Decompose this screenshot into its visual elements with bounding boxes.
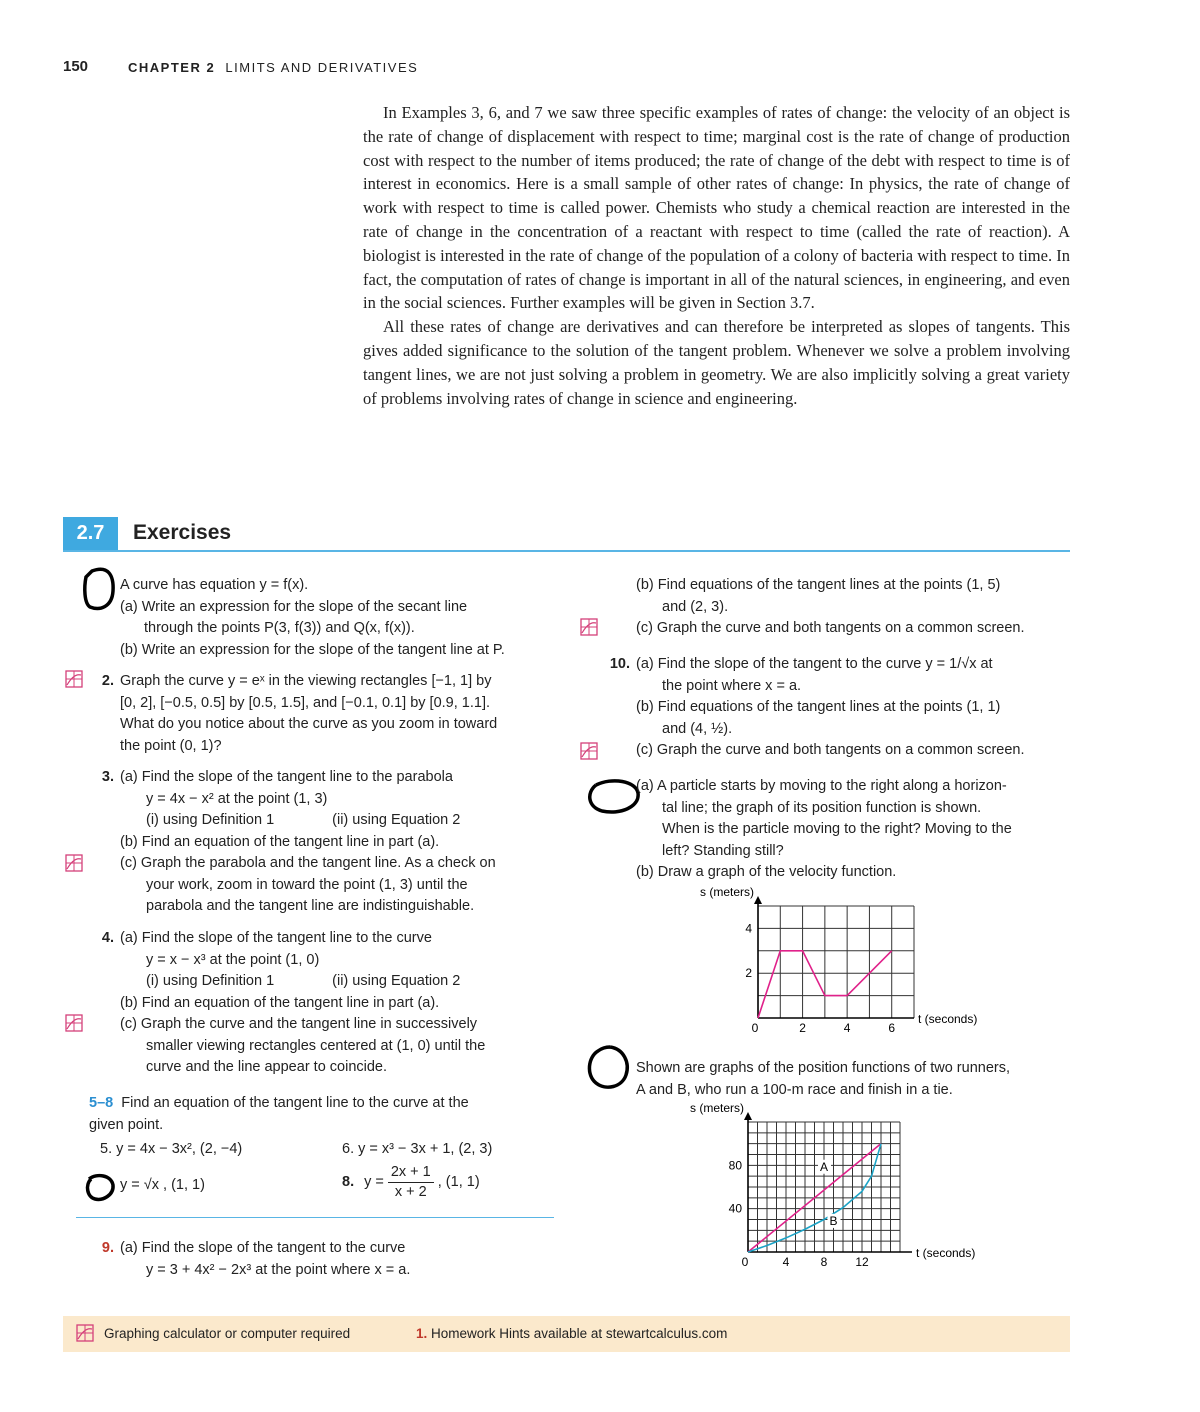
chapter-title: LIMITS AND DERIVATIVES xyxy=(225,60,419,75)
exercise-9-line: (c) Graph the curve and both tangents on a common screen. xyxy=(636,620,1025,636)
y-tick-label: 4 xyxy=(745,921,752,936)
exercise-10-line: and (4, ½). xyxy=(662,720,733,737)
hint-number: 1. xyxy=(416,1326,428,1341)
graphing-calculator-icon xyxy=(580,618,598,636)
y-tick-label: 40 xyxy=(728,1201,742,1216)
exercise-5-8-line: given point. xyxy=(89,1116,164,1133)
exercise-9-line: (b) Find equations of the tangent lines at the points (1, 5) xyxy=(636,577,1001,593)
exercise-9-line: and (2, 3). xyxy=(662,598,729,615)
footer-hint-note xyxy=(416,1326,727,1341)
exercise-1-line: (a) Write an expression for the slope of the secant line xyxy=(120,598,468,615)
exercise-2-line: the point (0, 1)? xyxy=(120,737,222,754)
exercise-5: 5. y = 4x − 3x², (2, −4) xyxy=(100,1141,243,1157)
exercise-number: 2. xyxy=(101,673,114,689)
x-tick-label: 4 xyxy=(843,1021,851,1035)
x-tick-label: 0 xyxy=(741,1255,749,1269)
exercise-6: 6. y = x³ − 3x + 1, (2, 3) xyxy=(342,1141,493,1157)
exercise-range: 5–8 xyxy=(89,1095,114,1111)
exercise-1-line: through the points P(3, f(3)) and Q(x, f(x)). xyxy=(144,620,415,636)
exercise-12-line: A and B, who run a 100-m race and finish in a tie. xyxy=(636,1081,953,1098)
exercise-1-line: A curve has equation y = f(x). xyxy=(120,577,309,593)
position-graph-chart xyxy=(680,885,1000,1040)
exercise-3-line: parabola and the tangent line are indistinguishable. xyxy=(146,898,475,914)
series-label: A xyxy=(819,1159,829,1174)
chapter-label: CHAPTER 2 xyxy=(128,60,216,75)
exercise-4-line: (a) Find the slope of the tangent line to the curve xyxy=(120,930,432,946)
exercise-4-line: y = x − x³ at the point (1, 0) xyxy=(146,951,320,968)
footer-calculator-note: Graphing calculator or computer required xyxy=(104,1326,351,1341)
exercise-2-line: What do you notice about the curve as you zoom in toward xyxy=(120,716,498,732)
exercise-number: 8. xyxy=(342,1173,355,1190)
y-axis-label: s (meters) xyxy=(690,1101,744,1115)
exercise-11-line: left? Standing still? xyxy=(662,842,784,859)
exercise-4-option: (ii) using Equation 2 xyxy=(332,973,461,989)
x-axis-label: t (seconds) xyxy=(916,1246,976,1260)
exercise-3-line: (a) Find the slope of the tangent line to the parabola xyxy=(120,769,453,785)
exercise-2-line: Graph the curve y = eˣ in the viewing rectangles [−1, 1] by xyxy=(120,673,492,689)
exercise-10-line: (c) Graph the curve and both tangents on a common screen. xyxy=(636,742,1025,758)
fraction-denominator: x + 2 xyxy=(394,1184,427,1200)
series-label: B xyxy=(829,1213,838,1228)
fraction-numerator: 2x + 1 xyxy=(388,1163,434,1183)
graphing-calculator-icon xyxy=(65,854,83,872)
exercise-4 xyxy=(94,928,485,1079)
exercise-9-continued xyxy=(636,575,1025,640)
handwritten-circle-icon xyxy=(80,565,120,613)
x-tick-label: 2 xyxy=(799,1021,806,1035)
exercise-3-line: (c) Graph the parabola and the tangent line. As a check on xyxy=(120,855,496,871)
x-tick-label: 4 xyxy=(782,1255,790,1269)
exercise-3-option: (ii) using Equation 2 xyxy=(332,812,461,828)
exercise-1-line: (b) Write an expression for the slope of the tangent line at P. xyxy=(120,641,505,658)
exercise-10 xyxy=(604,654,1025,762)
intro-paragraph-1: In Examples 3, 6, and 7 we saw three specific examples of rates of change: the velocity of an object is the rate of change of displacement with respect to time; marginal cost is the rate of change of production cost with respect to the number of items produced; the rate of change of the debt with respect to time is of interest in economics. Here is a small sample of other rates of change: In physics, the rate of change of work with respect to time is called power. Chemists who study a chemical reaction are interested in the rate of change in the concentration of a reactant with respect to time (called the rate of reaction). A biologist is interested in the rate of change of the population of a colony of bacteria with respect to time. In fact, the computation of rates of change is important in all of the natural sciences, in engineering, and even in the social sciences. Further examples will be given in Section 3.7. xyxy=(363,103,1070,313)
exercise-11-line: (a) A particle starts by moving to the right along a horizon- xyxy=(636,778,1007,794)
exercise-2-line: [0, 2], [−0.5, 0.5] by [0.5, 1.5], and [−0.1, 0.1] by [0.9, 1.1]. xyxy=(120,694,490,711)
graphing-calculator-icon xyxy=(580,742,598,760)
section-number: 2.7 xyxy=(63,517,118,550)
running-header xyxy=(128,60,418,75)
exercise-5-8-line: Find an equation of the tangent line to the curve at the xyxy=(121,1095,469,1111)
exercise-11 xyxy=(636,776,1012,884)
x-tick-label: 0 xyxy=(751,1021,759,1035)
exercise-10-line: the point where x = a. xyxy=(662,677,802,694)
exercise-3 xyxy=(94,767,496,918)
graphing-calculator-icon xyxy=(65,1014,83,1032)
handwritten-circle-icon xyxy=(83,1171,117,1203)
exercise-4-line: (b) Find an equation of the tangent line in part (a). xyxy=(120,994,440,1011)
x-axis-label: t (seconds) xyxy=(918,1012,978,1026)
exercise-3-line: y = 4x − x² at the point (1, 3) xyxy=(146,790,328,807)
exercise-12 xyxy=(636,1058,1010,1101)
exercise-11-line: (b) Draw a graph of the velocity function. xyxy=(636,864,897,880)
runners-graph-chart xyxy=(670,1101,1010,1280)
exercise-12-line: Shown are graphs of the position functions of two runners, xyxy=(636,1060,1010,1076)
y-axis-label: s (meters) xyxy=(700,885,754,899)
exercise-number: 3. xyxy=(101,769,114,785)
exercise-10-line: (b) Find equations of the tangent lines at the points (1, 1) xyxy=(636,699,1001,715)
intro-paragraph-2: All these rates of change are derivatives and can therefore be interpreted as slopes of tangents. This gives added significance to the solution of the tangent problem. Whenever we solve a problem involving tangent lines, we are not just solving a problem in geometry. We are also implicitly solving a great variety of problems involving rates of change in science and engineering. xyxy=(363,317,1070,408)
exercise-8 xyxy=(342,1163,480,1202)
exercise-1 xyxy=(120,575,505,661)
page-number: 150 xyxy=(63,58,89,75)
exercise-10-line: (a) Find the slope of the tangent to the curve y = 1/√x at xyxy=(636,656,993,672)
exercise-3-line: your work, zoom in toward the point (1, 3) until the xyxy=(146,876,468,893)
exercise-9-line: y = 3 + 4x² − 2x³ at the point where x = a. xyxy=(146,1261,411,1278)
exercise-9 xyxy=(94,1238,410,1281)
section-title: Exercises xyxy=(133,521,232,544)
exercise-number: 9. xyxy=(101,1240,114,1256)
column-divider xyxy=(76,1217,554,1218)
exercise-11-line: When is the particle moving to the right? Moving to the xyxy=(662,821,1012,837)
y-axis-arrow xyxy=(744,1112,752,1120)
y-tick-label: 2 xyxy=(745,966,752,981)
exercise-4-line: smaller viewing rectangles centered at (1, 0) until the xyxy=(146,1037,486,1054)
exercise-2 xyxy=(94,671,497,757)
exercise-4-option: (i) using Definition 1 xyxy=(146,973,275,989)
exercise-number: 10. xyxy=(609,656,630,672)
exercise-9-line: (a) Find the slope of the tangent to the curve xyxy=(120,1240,406,1256)
exercise-7: y = √x , (1, 1) xyxy=(120,1177,205,1193)
exercise-8-lhs: y = xyxy=(364,1173,384,1190)
intro-text xyxy=(363,101,1070,410)
graphing-calculator-icon xyxy=(65,670,83,688)
x-tick-label: 8 xyxy=(820,1255,828,1269)
hint-text: Homework Hints available at stewartcalculus.com xyxy=(431,1326,728,1341)
y-axis-arrow xyxy=(754,896,762,904)
handwritten-circle-icon xyxy=(582,775,644,819)
exercise-4-line: curve and the line appear to coincide. xyxy=(146,1059,388,1075)
y-tick-label: 80 xyxy=(728,1158,742,1173)
exercise-3-option: (i) using Definition 1 xyxy=(146,812,275,828)
x-tick-label: 12 xyxy=(855,1255,869,1269)
exercise-4-line: (c) Graph the curve and the tangent line in successively xyxy=(120,1016,478,1032)
graphing-calculator-icon xyxy=(76,1324,94,1342)
exercise-5-8-header xyxy=(89,1093,469,1136)
exercise-11-line: tal line; the graph of its position function is shown. xyxy=(662,799,982,816)
handwritten-circle-icon xyxy=(582,1043,634,1093)
exercise-8-point: , (1, 1) xyxy=(437,1173,480,1190)
section-divider xyxy=(63,550,1070,552)
exercise-number: 4. xyxy=(101,930,114,946)
exercise-3-line: (b) Find an equation of the tangent line in part (a). xyxy=(120,833,440,850)
x-tick-label: 6 xyxy=(888,1021,896,1035)
